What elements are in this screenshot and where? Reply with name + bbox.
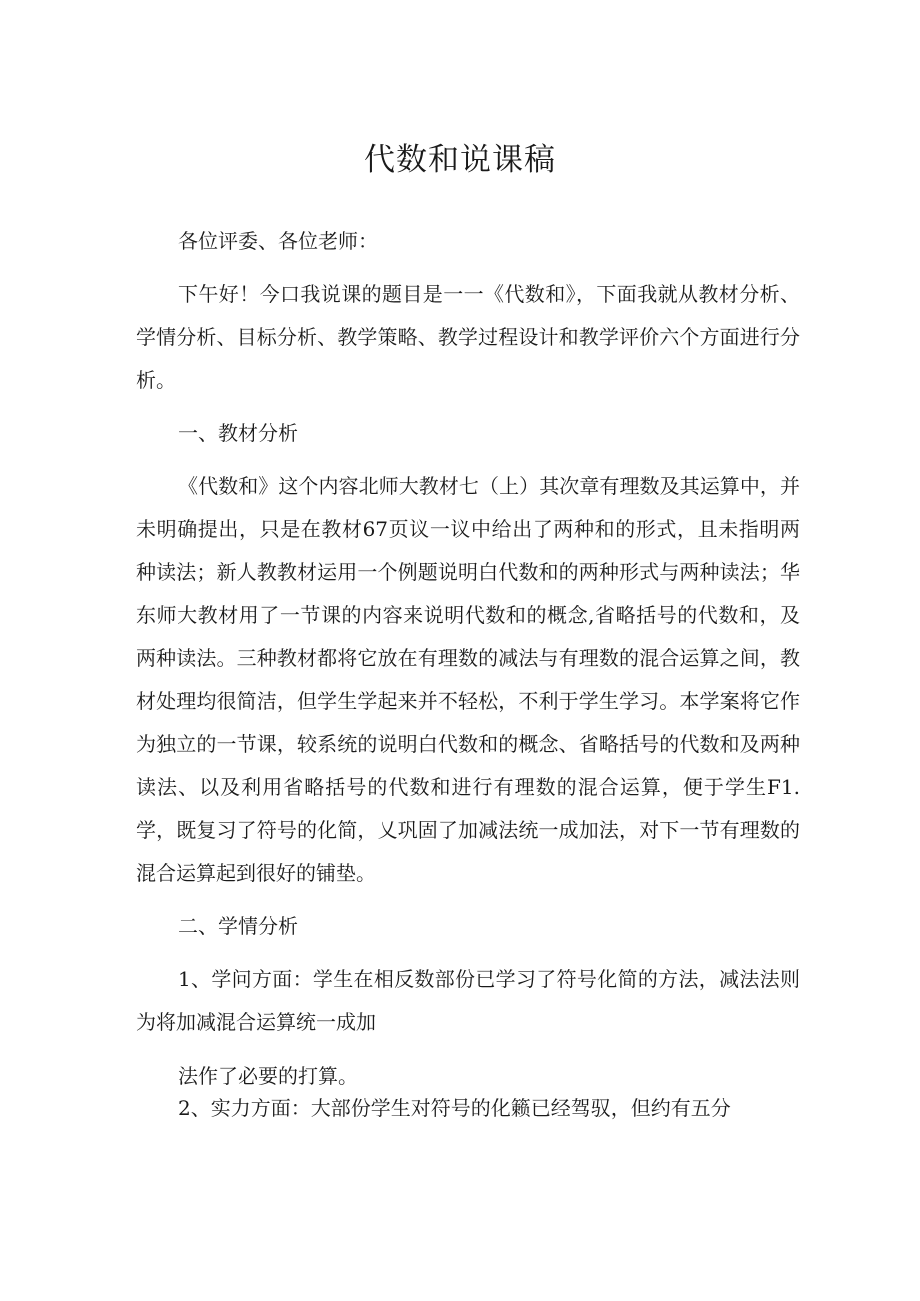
paragraph-knowledge-aspect: 1、学问方面：学生在相反数部份已学习了符号化简的方法，减法法则为将加减混合运算统一成加 bbox=[136, 967, 800, 1034]
document-body bbox=[136, 220, 800, 1124]
paragraph-ability-aspect: 2、实力方面：大部份学生对符号的化籁已经驾驭，但约有五分 bbox=[178, 1096, 731, 1120]
paragraph-greeting: 各位评委、各位老师： bbox=[178, 229, 378, 253]
paragraph-intro: 下午好！今口我说课的题目是一一《代数和》，下面我就从教材分析、学情分析、目标分析、教学策略、教学过程设计和教学评价六个方面进行分析。 bbox=[136, 282, 800, 392]
section-heading-textbook-analysis: 一、教材分析 bbox=[178, 421, 298, 445]
page-title: 代数和说课稿 bbox=[364, 142, 556, 178]
paragraph-knowledge-continuation: 法作了必要的打算。 bbox=[178, 1064, 358, 1088]
section-heading-student-analysis: 二、学情分析 bbox=[178, 914, 298, 938]
paragraph-textbook-analysis: 《代数和》这个内容北师大教材七（上）其次章有理数及其运算中，并未明确提出，只是在教材67页议一议中给出了两种和的形式，且未指明两种读法；新人教教材运用一个例题说明白代数和的两种形式与两种读法；华东师大教材用了一节课的内容来说明代数和的概念,省略括号的代数和，及两种读法。三种教材都将它放在有理数的减法与有理数的混合运算之间，教材处理均很简洁，但学生学起来并不轻松，不利于学生学习。本学案将它作为独立的一节课，较系统的说明白代数和的概念、省略括号的代数和及两种读法、以及利用省略括号的代数和进行有理数的混合运算，便于学生F1.学，既复习了符号的化简，乂巩固了加减法统一成加法，对下一节有理数的混合运算起到很好的铺垫。 bbox=[136, 474, 800, 885]
